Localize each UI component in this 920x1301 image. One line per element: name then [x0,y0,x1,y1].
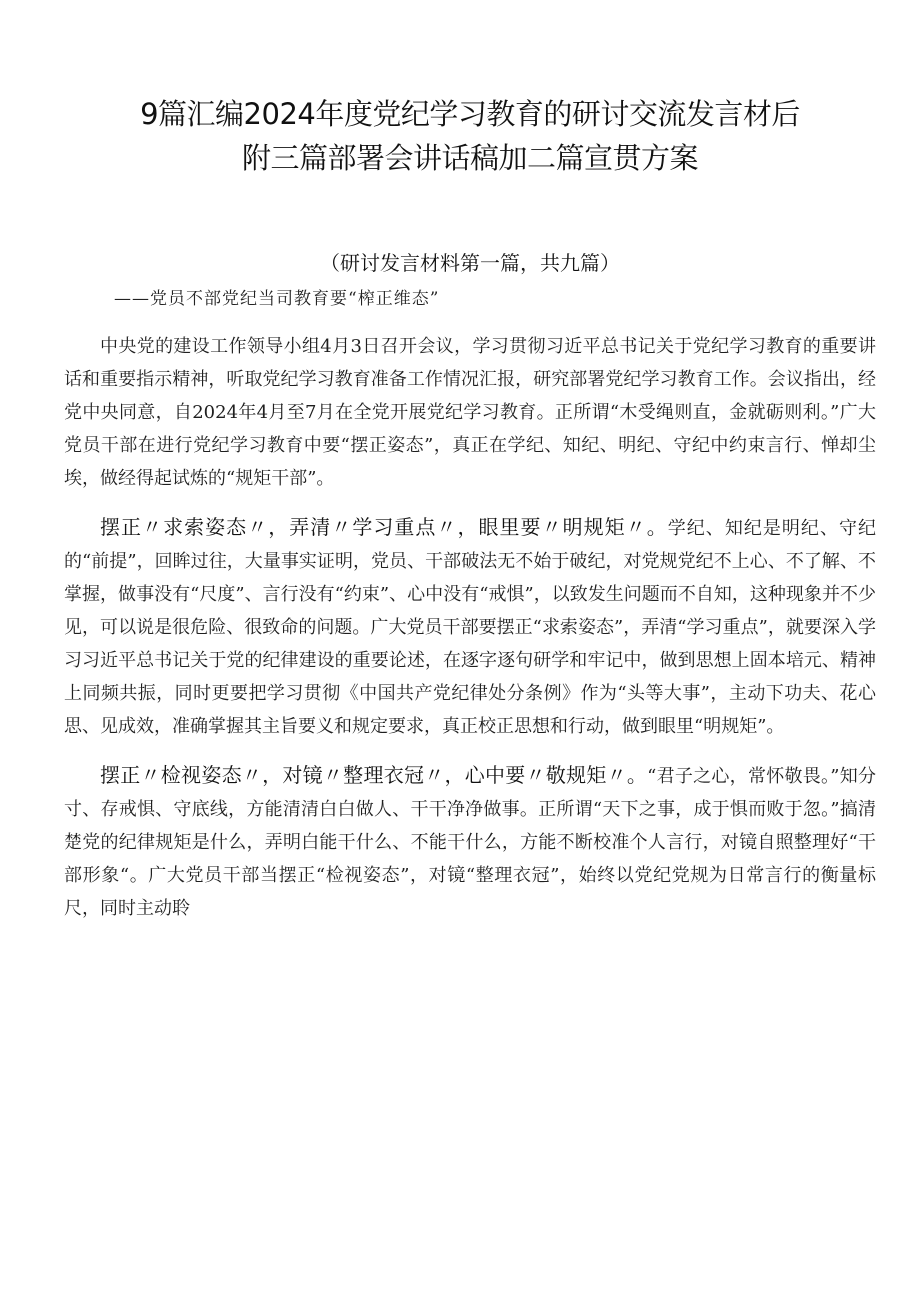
section-heading: ——党员不部党纪当司教育要“榨正维态” [114,289,440,309]
paragraph-body: 中央党的建设工作领导小组4月3日召开会议，学习贯彻习近平总书记关于党纪学习教育的重要讲话和重要指示精神，听取党纪学习教育准备工作情况汇报，研究部署党纪学习教育工作。会议指出，经党中央同意，自2024年4月至7月在全党开展党纪学习教育。正所谓“木受绳则直，金就砺则利。”广大党员干部在进行党纪学习教育中要“摆正姿态”，真正在学纪、知纪、明纪、守纪中约束言行、惮却尘埃，做经得起试炼的“规矩干部”。 [64,336,876,489]
paragraph-lead: 摆正〃检视姿态〃，对镜〃整理衣冠〃，心中要〃敬规矩〃。 [100,763,648,787]
paragraph-body: 学纪、知纪是明纪、守纪的“前提”，回眸过往，大量事实证明，党员、干部破法无不始于破纪，对党规党纪不上心、不了解、不掌握，做事没有“尺度”、言行没有“约束”、心中没有“戒惧”，以致发生问题而不自知，这种现象并不少见，可以说是很危险、很致命的问题。广大党员干部要摆正“求索姿态”，弄清“学习重点”，就要深入学习习近平总书记关于党的纪律建设的重要论述，在逐字逐句研学和牢记中，做到思想上固本培元、精神上同频共振，同时更要把学习贯彻《中国共产党纪律处分条例》作为“头等大事”，主动下功夫、花心思、见成效，准确掌握其主旨要义和规定要求，真正校正思想和行动，做到眼里“明规矩”。 [64,518,877,737]
paragraph-lead: 摆正〃求索姿态〃，弄清〃学习重点〃，眼里要〃明规矩〃。 [100,515,668,539]
document-title [64,0,876,180]
title-line-2: 附三篇部署会讲话稿加二篇宣贯方案 [241,141,698,175]
title-line-1: 9篇汇编2024年度党纪学习教育的研讨交流发言材后 [140,97,800,131]
body-paragraph-3 [64,759,876,925]
body-paragraph-1 [64,330,876,495]
section-subtitle: （研讨发言材料第一篇，共九篇） [320,251,620,275]
paragraph-body: “君子之心，常怀敬畏。”知分寸、存戒惧、守底线，方能清清白白做人、干干净净做事。正所谓“天下之事，成于惧而败于忽。”搞清楚党的纪律规矩是什么，弄明白能干什么、不能干什么，方能不断校准个人言行，对镜自照整理好“干部形象“。广大党员干部当摆正“检视姿态”，对镜“整理衣冠”，始终以党纪党规为日常言行的衡量标尺，同时主动聆 [64,766,877,919]
body-paragraph-2 [64,511,876,743]
